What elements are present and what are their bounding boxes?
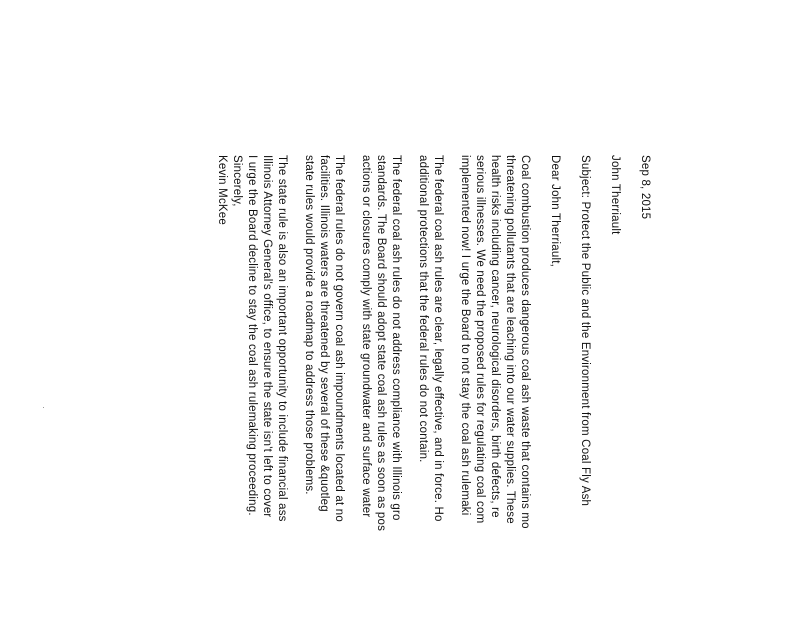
paragraph-line: state rules would provide a roadmap to address those problems. [303,155,315,495]
paragraph-4 [301,155,346,618]
paragraph-line: threatening pollutants that are leaching into our water supplies. These [504,155,516,524]
spacer [289,155,301,618]
paragraph-line: Coal combustion produces dangerous coal ash waste that contains mo [519,155,531,529]
paragraph-line: serious illnesses. We need the proposed rules for regulating coal com [474,155,486,524]
scan-speck [43,407,44,408]
spacer [445,155,457,618]
paragraph-line: The state rule is also an important opportunity to include financial ass [276,155,288,522]
paragraph-2 [415,155,445,618]
paragraph-line: additional protections that the federal rules do not contain. [417,155,429,463]
letter-salutation: Dear John Therriault, [549,155,561,268]
spacer [532,155,547,618]
letter-subject: Subject: Protect the Public and the Environment from Coal Fly Ash [579,155,591,507]
paragraph-line: health risks including cancer, neurological disorders, birth defects, re [489,155,501,518]
spacer [562,155,577,618]
paragraph-line: facilities. Illinois waters are threatened by several of these &quotleg [318,155,330,512]
paragraph-line: implemented now! I urge the Board to not stay the coal ash rulemaki [459,155,471,516]
paragraph-6 [244,155,259,618]
paragraph-5 [259,155,289,618]
paragraph-line: The federal coal ash rules are clear, legally effective, and in force. Ho [432,155,444,522]
paragraph-line: standards. The Board should adopt state coal ash rules as soon as pos [375,155,387,532]
spacer [403,155,415,618]
letter-recipient: John Therriault [609,155,621,235]
letter-signature: Kevin McKee [216,155,228,225]
paragraph-line: Illinois Attorney General's office, to ensure the state isn't left to cover [261,155,273,518]
letter-body [216,155,652,618]
paragraph-line: actions or closures comply with state groundwater and surface water [360,155,372,518]
letter-date: Sep 8, 2015 [639,155,651,220]
paragraph-1 [457,155,532,618]
spacer [346,155,358,618]
paragraph-line: I urge the Board decline to stay the coal ash rulemaking proceeding. [246,155,258,516]
paragraph-line: The federal rules do not govern coal ash impoundments located at no [333,155,345,522]
paragraph-3 [358,155,403,618]
paragraph-line: The federal coal ash rules do not address compliance with Illinois gro [390,155,402,521]
letter-closing: Sincerely, [231,155,243,207]
spacer [622,155,637,618]
spacer [592,155,607,618]
